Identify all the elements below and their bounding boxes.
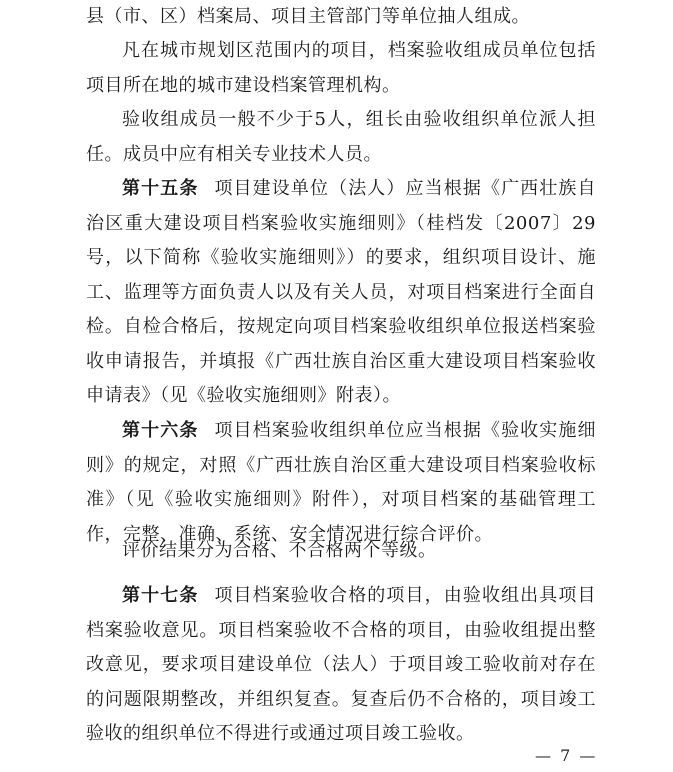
article-16-text: 项目档案验收组织单位应当根据《验收实施细则》的规定，对照《广西壮族自治区重大建设项目档案验收标准》（见《验收实施细则》附件），对项目档案的基础管理工作，完整、准确、系统、安全情况进行综合评价。 [86,420,597,545]
article-16 [86,414,596,552]
page-number: — 7 — [535,746,598,765]
article-16-number: 第十六条 [122,420,199,441]
paragraph-evaluation-result: 评价结果分为合格、不合格两个等级。 [122,540,437,561]
article-17-text: 项目档案验收合格的项目，由验收组出具项目档案验收意见。项目档案验收不合格的项目，由验收组提出整改意见，要求项目建设单位（法人）于项目竣工验收前对存在的问题限期整改，并组织复查。复查后仍不合格的，项目竣工验收的组织单位不得进行或通过项目竣工验收。 [86,585,597,744]
article-17-number: 第十七条 [122,585,199,606]
paragraph-group-members: 验收组成员一般不少于5人，组长由验收组织单位派人担任。成员中应有相关专业技术人员。 [86,109,596,165]
paragraph-urban-archives: 凡在城市规划区范围内的项目，档案验收组成员单位包括项目所在地的城市建设档案管理机构。 [86,40,596,96]
article-17 [86,579,596,752]
paragraph-continuation: 县（市、区）档案局、项目主管部门等单位抽人组成。 [86,6,530,27]
article-15 [86,172,596,414]
article-15-number: 第十五条 [122,178,199,199]
article-15-text: 项目建设单位（法人）应当根据《广西壮族自治区重大建设项目档案验收实施细则》（桂档发〔2007〕29 号，以下简称《验收实施细则》）的要求，组织项目设计、施工、监理等方面负责人以及有关人员，对项目档案进行全面自检。自检合格后，按规定向项目档案验收组织单位报送档案验收申请报告，并填报《广西壮族自治区重大建设项目档案验收申请表》（见《验收实施细则》附表）。 [86,178,597,406]
